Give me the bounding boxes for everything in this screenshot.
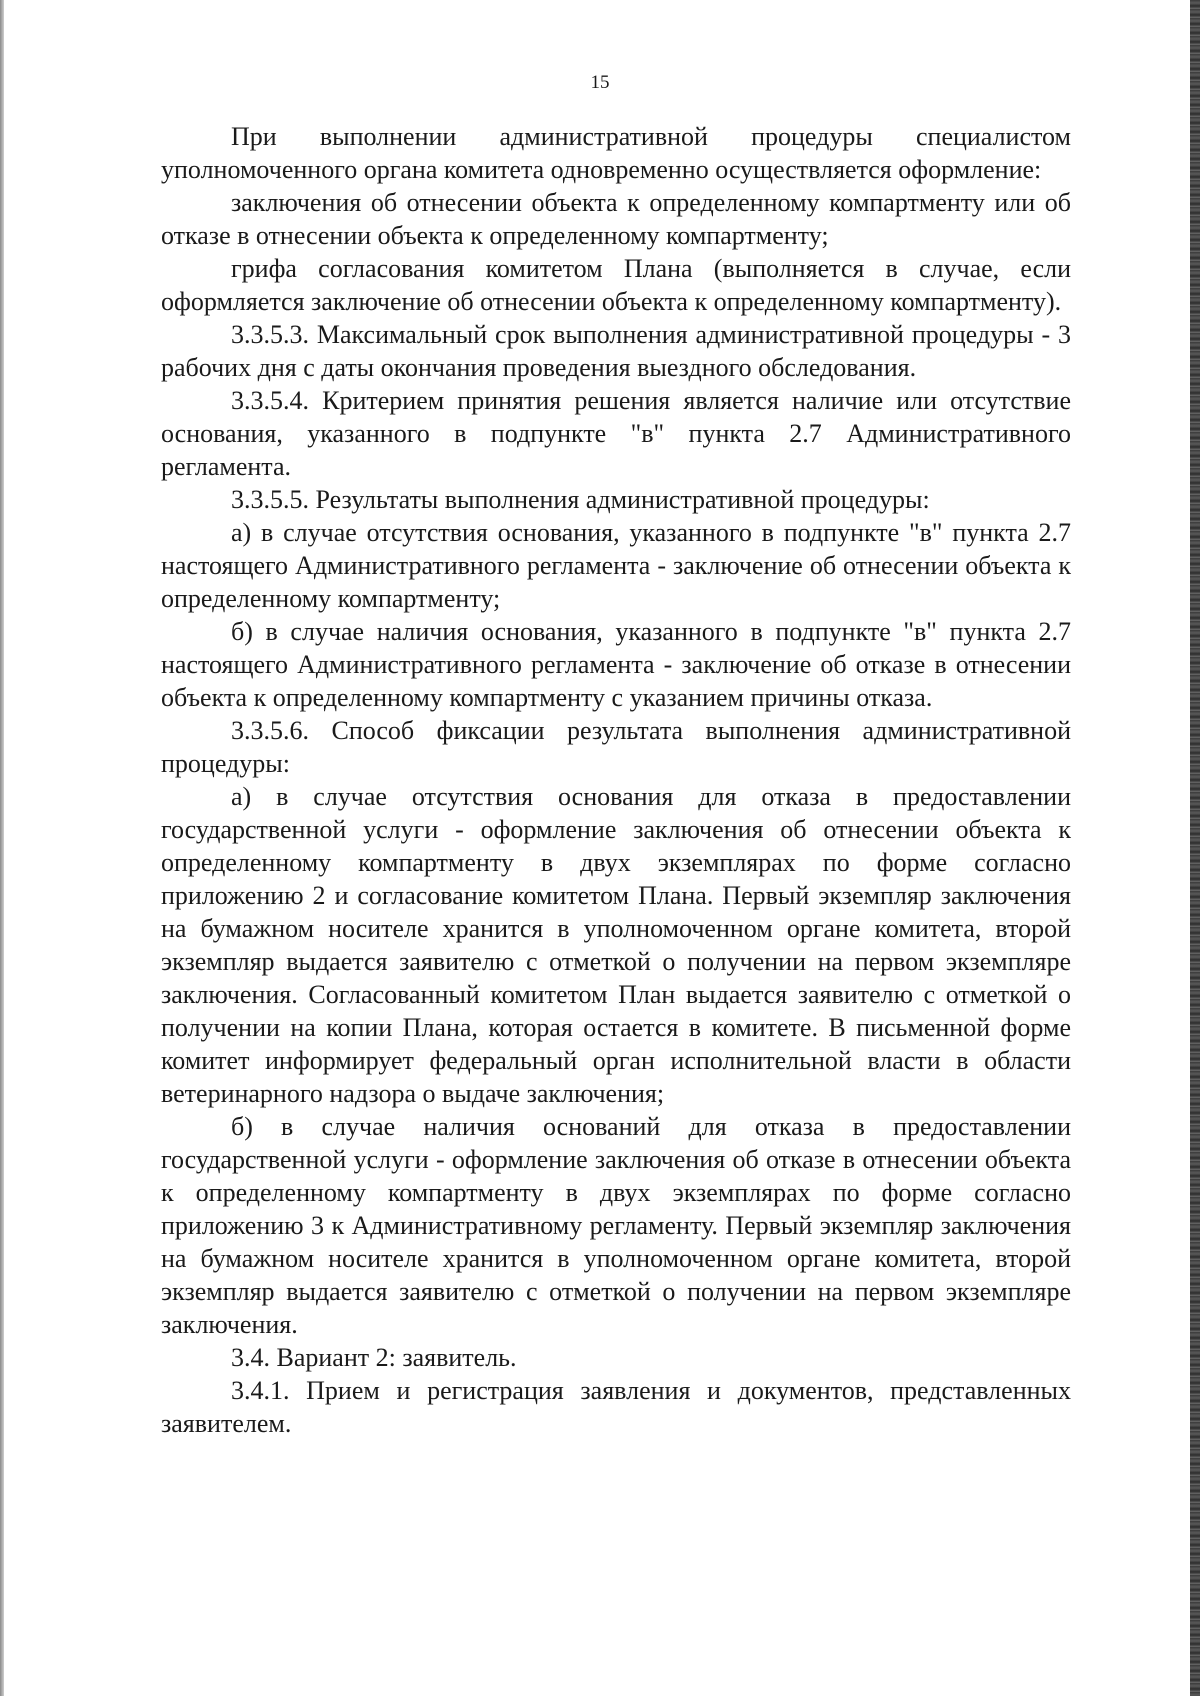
paragraph-3-3-5-6-a: а) в случае отсутствия основания для отказа в предоставлении государственной услуги - оформление заключения об отнесении объекта к определенному компартменту в двух экземплярах по форме согласно приложению 2 и согласование комитетом Плана. Первый экземпляр заключения на бумажном носителе хранится в уполномоченном органе комитета, второй экземпляр выдается заявителю с отметкой о получении на первом экземпляре заключения. Согласованный комитетом План выдается заявителю с отметкой о получении на копии Плана, которая остается в комитете. В письменной форме комитет информирует федеральный орган исполнительной власти в области ветеринарного надзора о выдаче заключения; bbox=[161, 782, 1071, 1108]
scan-edge-left bbox=[0, 0, 4, 1696]
paragraph-3-3-5-3: 3.3.5.3. Максимальный срок выполнения административной процедуры - 3 рабочих дня с даты окончания проведения выездного обследования. bbox=[161, 320, 1071, 382]
paragraph-3-3-5-6-b: б) в случае наличия оснований для отказа в предоставлении государственной услуги - оформление заключения об отказе в отнесении объекта к определенному компартменту в двух экземплярах по форме согласно приложению 3 к Административному регламенту. Первый экземпляр заключения на бумажном носителе хранится в уполномоченном органе комитета, второй экземпляр выдается заявителю с отметкой о получении на первом экземпляре заключения. bbox=[161, 1112, 1071, 1339]
paragraph-3-3-5-5-a: а) в случае отсутствия основания, указанного в подпункте "в" пункта 2.7 настоящего Административного регламента - заключение об отнесении объекта к определенному компартменту; bbox=[161, 518, 1071, 613]
paragraph-3-3-5-4: 3.3.5.4. Критерием принятия решения является наличие или отсутствие основания, указанного в подпункте "в" пункта 2.7 Административного регламента. bbox=[161, 386, 1071, 481]
paragraph-procedure-intro: При выполнении административной процедуры специалистом уполномоченного органа комитета одновременно осуществляется оформление: bbox=[161, 122, 1071, 184]
page-number: 15 bbox=[590, 72, 610, 93]
scan-edge-right bbox=[1190, 0, 1200, 1696]
document-body bbox=[161, 120, 1071, 1440]
paragraph-3-4: 3.4. Вариант 2: заявитель. bbox=[231, 1343, 517, 1372]
paragraph-3-3-5-5-b: б) в случае наличия основания, указанного в подпункте "в" пункта 2.7 настоящего Административного регламента - заключение об отказе в отнесении объекта к определенному компартменту с указанием причины отказа. bbox=[161, 617, 1071, 712]
paragraph-3-4-1: 3.4.1. Прием и регистрация заявления и документов, представленных заявителем. bbox=[161, 1376, 1071, 1438]
paragraph-approval-stamp: грифа согласования комитетом Плана (выполняется в случае, если оформляется заключение об отнесении объекта к определенному компартменту). bbox=[161, 254, 1071, 316]
paragraph-3-3-5-5: 3.3.5.5. Результаты выполнения административной процедуры: bbox=[231, 485, 930, 514]
paragraph-3-3-5-6: 3.3.5.6. Способ фиксации результата выполнения административной процедуры: bbox=[161, 716, 1071, 778]
paragraph-conclusion-item: заключения об отнесении объекта к определенному компартменту или об отказе в отнесении объекта к определенному компартменту; bbox=[161, 188, 1071, 250]
